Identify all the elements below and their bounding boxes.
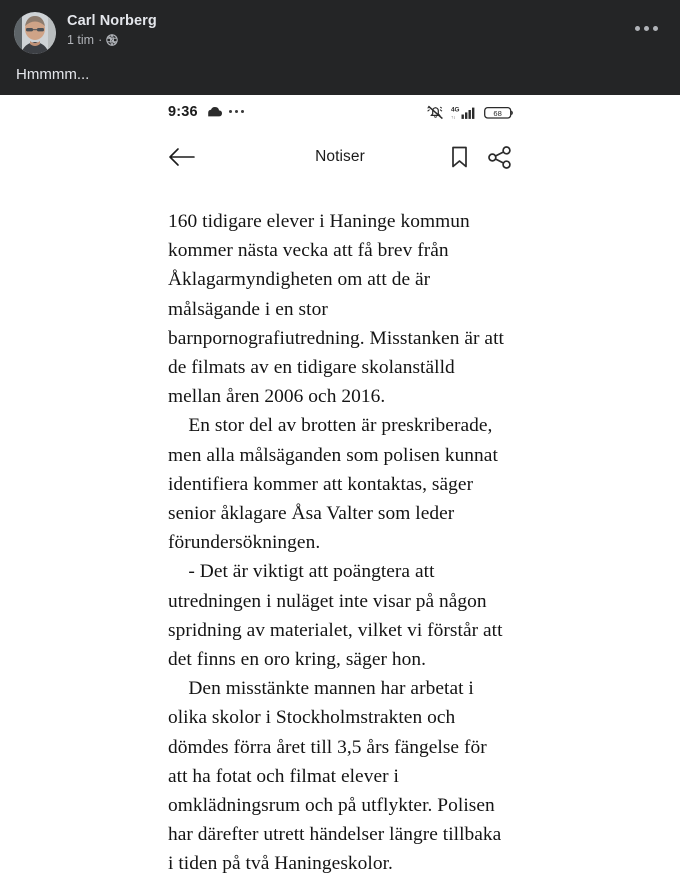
- share-icon[interactable]: [488, 146, 512, 169]
- vibrate-off-icon: [427, 105, 444, 120]
- phone-status-bar: [0, 95, 680, 129]
- article-paragraph: En stor del av brotten är preskriberade, men alla målsäganden som polisen kunnat identifiera kommer att kontaktas, säger senior åklagare Åsa Valter som leder förundersökningen.: [168, 415, 498, 554]
- status-bar-right: [427, 105, 514, 120]
- article-paragraph: 160 tidigare elever i Haninge kommun kommer nästa vecka att få brev från Åklagarmyndigheten om att de är målsägande i en stor barnpornografiutredning. Misstanken är att de filmats av en tidigare skolanställd mellan åren 2006 och 2016.: [168, 211, 504, 408]
- facebook-post-header: [0, 0, 680, 95]
- dot: [241, 110, 244, 113]
- cloud-icon: [205, 106, 222, 118]
- dot: [653, 26, 658, 31]
- post-timestamp-row: [67, 32, 157, 48]
- bookmark-icon[interactable]: [451, 146, 468, 168]
- dot: [635, 26, 640, 31]
- article-body: [0, 185, 680, 879]
- post-meta-separator: ·: [98, 33, 103, 47]
- globe-icon: [106, 34, 118, 46]
- app-nav-bar: [0, 129, 680, 185]
- signal-bars-icon: [451, 105, 477, 120]
- status-bar-left: [168, 104, 244, 120]
- nav-actions: [451, 146, 512, 169]
- post-timestamp: 1 tim: [67, 33, 95, 47]
- status-more-icon: [229, 110, 244, 115]
- dot: [644, 26, 649, 31]
- embedded-screenshot-image: [0, 95, 680, 875]
- svg-text:↑↓: ↑↓: [451, 113, 456, 119]
- article-paragraph: - Det är viktigt att poängtera att utredningen i nuläget inte visar på någon spridning av materialet, vilket vi förstår att det finns en oro kring, säger hon.: [168, 561, 503, 671]
- avatar[interactable]: [14, 12, 56, 54]
- battery-level-text: 68: [493, 108, 502, 118]
- svg-text:4G: 4G: [451, 105, 460, 113]
- post-author-name[interactable]: Carl Norberg: [67, 13, 157, 29]
- dot: [229, 110, 232, 113]
- battery-icon: [484, 105, 514, 120]
- status-time: 9:36: [168, 104, 198, 120]
- page-title: Notiser: [315, 148, 365, 165]
- post-meta: [67, 12, 157, 48]
- post-body-text: Hmmmm...: [16, 66, 90, 83]
- dot: [235, 110, 238, 113]
- post-author-row: [14, 12, 666, 54]
- more-options-icon[interactable]: [635, 26, 658, 31]
- article-paragraph: Den misstänkte mannen har arbetat i olika skolor i Stockholmstrakten och dömdes förra året till 3,5 års fängelse för att ha fotat och filmat elever i omklädningsrum och på utflykter. Polisen har därefter utrett händelser längre tillbaka i tiden på två Haningeskolor.: [168, 678, 502, 875]
